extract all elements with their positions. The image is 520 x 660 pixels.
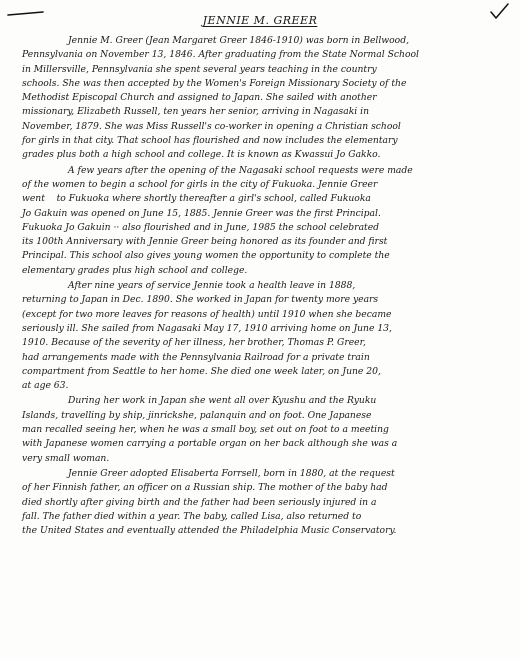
text-line: November, 1879. She was Miss Russell's co-worker in opening a Christian school <box>22 120 401 132</box>
text-line: in Millersville, Pennsylvania she spent several years teaching in the country <box>22 63 377 75</box>
text-line: fall. The father died within a year. The baby, called Lisa, also returned to <box>22 510 362 522</box>
text-line: its 100th Anniversary with Jennie Greer being honored as its founder and first <box>22 236 388 248</box>
text-line: During her work in Japan she went all over Kyushu and the Ryuku <box>68 395 377 407</box>
text-line: 1910. Because of the severity of her illness, her brother, Thomas P. Greer, <box>22 337 366 349</box>
text-line: at age 63. <box>22 380 69 392</box>
text-line: Principal. This school also gives young women the opportunity to complete the <box>22 250 390 262</box>
text-line: had arrangements made with the Pennsylvania Railroad for a private train <box>22 351 370 363</box>
text-line: Methodist Episcopal Church and assigned to Japan. She sailed with another <box>22 92 377 104</box>
text-line: of the women to begin a school for girls in the city of Fukuoka. Jennie Greer <box>22 178 378 190</box>
text-line: Pennsylvania on November 13, 1846. After graduating from the State Normal School <box>22 49 419 61</box>
document-body <box>22 34 506 538</box>
text-line: elementary grades plus high school and college. <box>22 264 248 276</box>
document-title: JENNIE M. GREER <box>202 14 318 27</box>
paragraph-1 <box>22 34 506 163</box>
text-line: Jennie M. Greer (Jean Margaret Greer 1846-1910) was born in Bellwood, <box>68 35 409 46</box>
text-line: compartment from Seattle to her home. She died one week later, on June 20, <box>22 365 381 377</box>
text-line: returning to Japan in Dec. 1890. She worked in Japan for twenty more years <box>22 294 379 306</box>
paragraph-4 <box>22 394 506 465</box>
text-line: very small woman. <box>22 452 110 464</box>
text-line: for girls in that city. That school has flourished and now includes the elementary <box>22 135 398 147</box>
text-line: Islands, travelling by ship, jinrickshe, palanquin and on foot. One Japanese <box>22 409 372 421</box>
text-line: grades plus both a high school and college. It is known as Kwassui Jo Gakko. <box>22 149 381 161</box>
text-line: went to Fukuoka where shortly thereafter a girl's school, called Fukuoka <box>22 193 371 205</box>
text-line: Fukuoka Jo Gakuin ·· also flourished and in June, 1985 the school celebrated <box>22 221 380 233</box>
text-line: died shortly after giving birth and the father had been seriously injured in a <box>22 496 377 508</box>
text-line: seriously ill. She sailed from Nagasaki May 17, 1910 arriving home on June 13, <box>22 322 392 334</box>
text-line: Jo Gakuin was opened on June 15, 1885. Jennie Greer was the first Principal. <box>22 207 381 219</box>
paragraph-5 <box>22 467 506 538</box>
paragraph-2 <box>22 164 506 278</box>
text-line: A few years after the opening of the Nagasaki school requests were made <box>68 164 413 176</box>
text-line: with Japanese women carrying a portable organ on her back although she was a <box>22 438 398 450</box>
text-line: (except for two more leaves for reasons of health) until 1910 when she became <box>22 308 392 320</box>
text-line: the United States and eventually attended the Philadelphia Music Conservatory. <box>22 525 397 537</box>
text-line: schools. She was then accepted by the Women's Foreign Missionary Society of the <box>22 77 407 89</box>
text-line: of her Finnish father, an officer on a Russian ship. The mother of the baby had <box>22 482 388 494</box>
text-line: man recalled seeing her, when he was a small boy, set out on foot to a meeting <box>22 424 389 436</box>
text-line: After nine years of service Jennie took a health leave in 1888, <box>68 280 356 292</box>
paragraph-3 <box>22 279 506 393</box>
text-line: missionary, Elizabeth Russell, ten years her senior, arriving in Nagasaki in <box>22 106 370 118</box>
text-line: Jennie Greer adopted Elisaberta Forrsell, born in 1880, at the request <box>68 467 395 479</box>
